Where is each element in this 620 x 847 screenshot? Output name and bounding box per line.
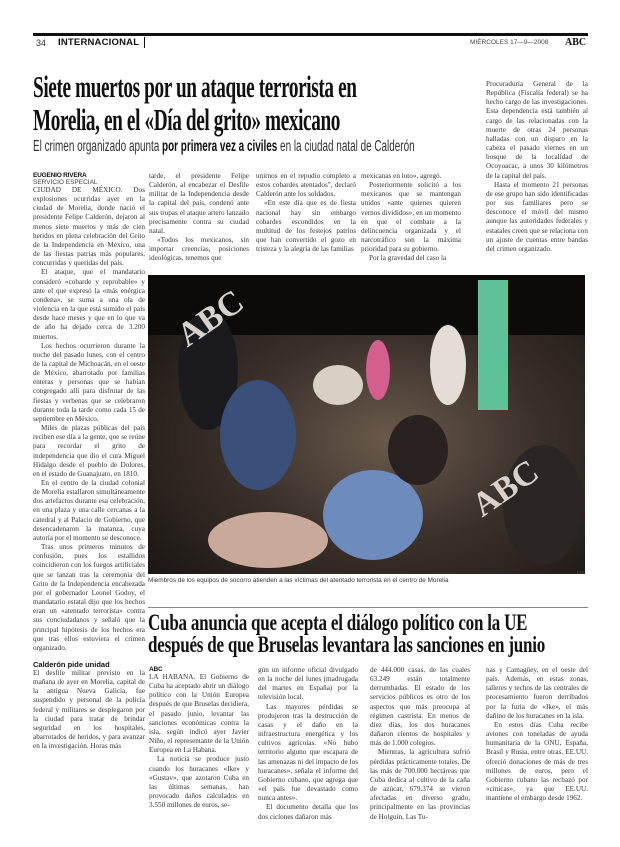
headline-line: Siete muertos por un ataque terrorista en <box>33 69 357 104</box>
stretcher <box>478 280 508 410</box>
paragraph: de 444.000 casas, de las cuales 63.249 están totalmente derrumbadas. El estado de los servicios públicos es otro de los aspectos que más preocupa al régimen castrista. En menos de diez días, los dos huracanes dañaron cientos de hospitales y más de 1.000 colegios. <box>370 666 470 748</box>
article2-column-2 <box>258 666 358 822</box>
subhead-bold: por primera vez a civiles <box>162 138 278 155</box>
paragraph: El ataque, que el mandatario consideró «cobarde y reprobable» y ante el que expresó la «más enérgica condena», se suma a una ola de violencia en la que está sumido el país desde hace meses y que en lo que va de año ha dejado cerca de 3.200 muertos. <box>33 268 145 341</box>
paragraph: «Todos los mexicanos, sin importar creencias, posiciones ideológicas, tenemos que <box>149 236 249 263</box>
headline-line: después de que Bruselas levantara las sanciones en junio <box>148 632 546 657</box>
paragraph: Procuraduría General de la República (Fiscalía federal) se ha hecho cargo de las investigaciones. Esta dependencia está también al cargo de las relacionadas con la muerte de otras 24 personas halladas con un disparo en la cabeza el pasado viernes en un bosque de la localidad de Ocoyoacac, a unos 30 kilómetros de la capital del país. <box>486 80 588 180</box>
subhead-text: en la ciudad natal de Calderón <box>277 138 415 155</box>
paragraph: Por la gravedad del caso la <box>369 254 447 263</box>
paragraph: Miles de plazas públicas del país reciben ese día a la gente, que se reúne para recordar el grito de independencia que dio el cura Miguel Hidalgo desde el pueblo de Dolores, en el estado de Guanajuato, en 1810. <box>33 424 145 478</box>
article1-column-3 <box>256 172 356 254</box>
article1-subheadline <box>33 138 415 156</box>
paragraph: En estos días Cuba recibe aviones con toneladas de ayuda humanitaria de la ONU, España, Brasil y Rusia, entre otras. EE.UU. ofreció donaciones de más de tres millones de euros, pero el Gobierno cubano las rechazó por «cínicas», ya que EE.UU. mantiene el embargo desde 1962. <box>486 720 588 803</box>
byline-service: SERVICIO ESPECIAL <box>33 179 98 186</box>
paragraph: Los hechos ocurrieron durante la noche del pasado lunes, con el centro de la capital de Michoacán, en el oeste de México, abarrotado por familias enteras y personas que se habían congregado allí para disfrutar de las fiestas y verbenas que se celebraron durante toda la tarde como cada 15 de septiembre en México. <box>33 341 145 423</box>
paragraph: En el centro de la ciudad colonial de Morelia estallaron simultáneamente dos artefactos durante esa celebración, en una plaza y una calle cercanas a la catedral y al Palacio de Gobierno, que desencadenaron la matanza, cuya autoría por el momento se desconoce. <box>33 479 145 542</box>
paragraph: tarde, el presidente Felipe Calderón, al encabezar el Desfile militar de la Independencia desde la capital del país, condenó ante sus tropas el ataque artero lanzado precisamente contra su ciudad natal. <box>149 172 249 235</box>
header-rule <box>33 33 588 36</box>
article1-column-4 <box>361 172 461 264</box>
article1-column-1 <box>33 172 145 751</box>
paragraph: El desfile militar previsto en la mañana de ayer en Morelia, capital de la antigua Nueva Galicia, fue suspendido y personal de la policía federal y militares se desplegaron por la ciudad para tratar de brindar seguridad en los hospitales, abarrotados de heridos, y para avanzar en la investigación. Horas más <box>33 668 145 751</box>
paragraph: Hasta el momento 21 personas de ese grupo han sido identificadas por sus familiares pero se desconoce el móvil del mismo aunque las autoridades federales y estatales creen que se relaciona con un ajuste de cuentas entre bandas del crimen organizado. <box>486 180 588 253</box>
article2-headline <box>148 612 545 656</box>
brand-logo: ABC <box>565 37 587 48</box>
paragraph: Posteriormente solicitó a los mexicanos que se mantengan unidos «ante quienes quieren vernos divididos», en un momento en que el combate a la delincuencia organizada y el narcotráfico son la máxima prioridad para su gobierno. <box>361 181 461 254</box>
page-number: 34 <box>36 38 47 48</box>
paragraph: Las mayores pérdidas se produjeron tras la destrucción de casas y el daño en la infraestructura energética y los cultivos agrícolas. «No hubo territorio alguno que escapara de las amenazas ni del impacto de los huracanes», señala el informe del Gobierno cubano, que agrega que «el país fue devastado como nunca antes». <box>258 702 358 803</box>
watermark: ABC <box>170 282 251 355</box>
headline-line: Morelia, en el «Día del grito» mexicano <box>33 102 341 137</box>
article1-column-5 <box>486 80 588 254</box>
paragraph: nas y Camagüey, en el oeste del país. Además, en estas zonas, talleres y techos de las centrales de procesamiento fueron derribados por la furia de «Ike», el más dañino de los huracanes en la isla. <box>486 666 588 720</box>
paragraph: gún un informe oficial divulgado en la noche del lunes (madrugada del martes en España) por la televisión local. <box>258 666 358 702</box>
article2-column-4 <box>486 666 588 803</box>
section-label: INTERNACIONAL <box>58 37 145 48</box>
byline: EUGENIO RIVERA <box>33 172 87 179</box>
paragraph: CIUDAD DE MÉXICO. Dos explosiones ocurridas ayer en la ciudad de Morelia, donde nació el presidente Felipe Calderón, dejaron al menos siete muertos y más de cien heridos en plena celebración del Grito de la Independencia en México, una de las fiestas patrias más populares, concurridas y queridas del país. <box>33 186 145 268</box>
article1-column-2 <box>149 172 249 264</box>
article2-column-1 <box>149 666 249 810</box>
paragraph: mexicanas en luto», agregó. <box>361 172 442 180</box>
paragraph: Mientras, la agricultura sufrió pérdidas prácticamente totales. De las más de 700.000 hectáreas que Cuba dedica al cultivo de la caña de azúcar, 679.374 se vieron afectadas en diverso grado, principalmente en las provincias de Holguín, Las Tu- <box>370 748 470 821</box>
paragraph: El documento detalla que los dos ciclones dañaron más <box>258 803 358 821</box>
section-subhead: Calderón pide unidad <box>33 659 110 669</box>
article-divider <box>148 607 588 608</box>
paragraph: La noticia se produce justo cuando los huracanes «Ike» y «Gustav», que azotaron Cuba en las últimas semanas, han provocado daños calculados en 3.550 millones de euros, se- <box>149 755 249 810</box>
byline: ABC <box>149 666 163 673</box>
paragraph: «En este día que es de fiesta nacional hay sin embargo cobardes escondidos en la multitud de los festejos patrios que han convertido el gozo en tristeza y la alegría de las familias <box>256 199 356 254</box>
subhead-text: El crimen organizado apunta <box>33 138 163 155</box>
photo-credit: EFE <box>577 570 585 575</box>
issue-date: MIÉRCOLES 17—9—2008 <box>470 39 549 46</box>
article1-headline <box>33 70 357 136</box>
watermark: ABC <box>465 452 546 525</box>
photo-caption: Miembros de los equipos de socorro atienden a las víctimas del atentado terrorista en el centro de Morelia <box>148 577 449 584</box>
paragraph: Tras unos primeros minutos de confusión, pues los estallidos coincidieron con los fuegos artificiales que se lanzan tras la ceremonia del Grito de la Independencia encabezada por el gobernador Leonel Godoy, el mandatario estatal dijo que los hechos eran un «atentado terrorista» contra sus conciudadanos y señaló que la principal hipótesis de los hechos era que tras ellos estuviera el crimen organizado. <box>33 543 145 652</box>
paragraph: LA HABANA. El Gobierno de Cuba ha aceptado abrir un diálogo político con la Unión Europea después de que Bruselas decidiera, el pasado junio, levantar las sanciones económicas contra la isla, según indicó ayer Javier Niño, el representante de la Unión Europea en La Habana. <box>149 673 249 755</box>
paragraph: unirnos en el repudio completo a estos cobardes atentados", declaró Calderón ante los soldados. <box>256 172 356 199</box>
article2-column-3 <box>370 666 470 822</box>
headline-line: Cuba anuncia que acepta el diálogo político con la UE <box>148 610 528 635</box>
